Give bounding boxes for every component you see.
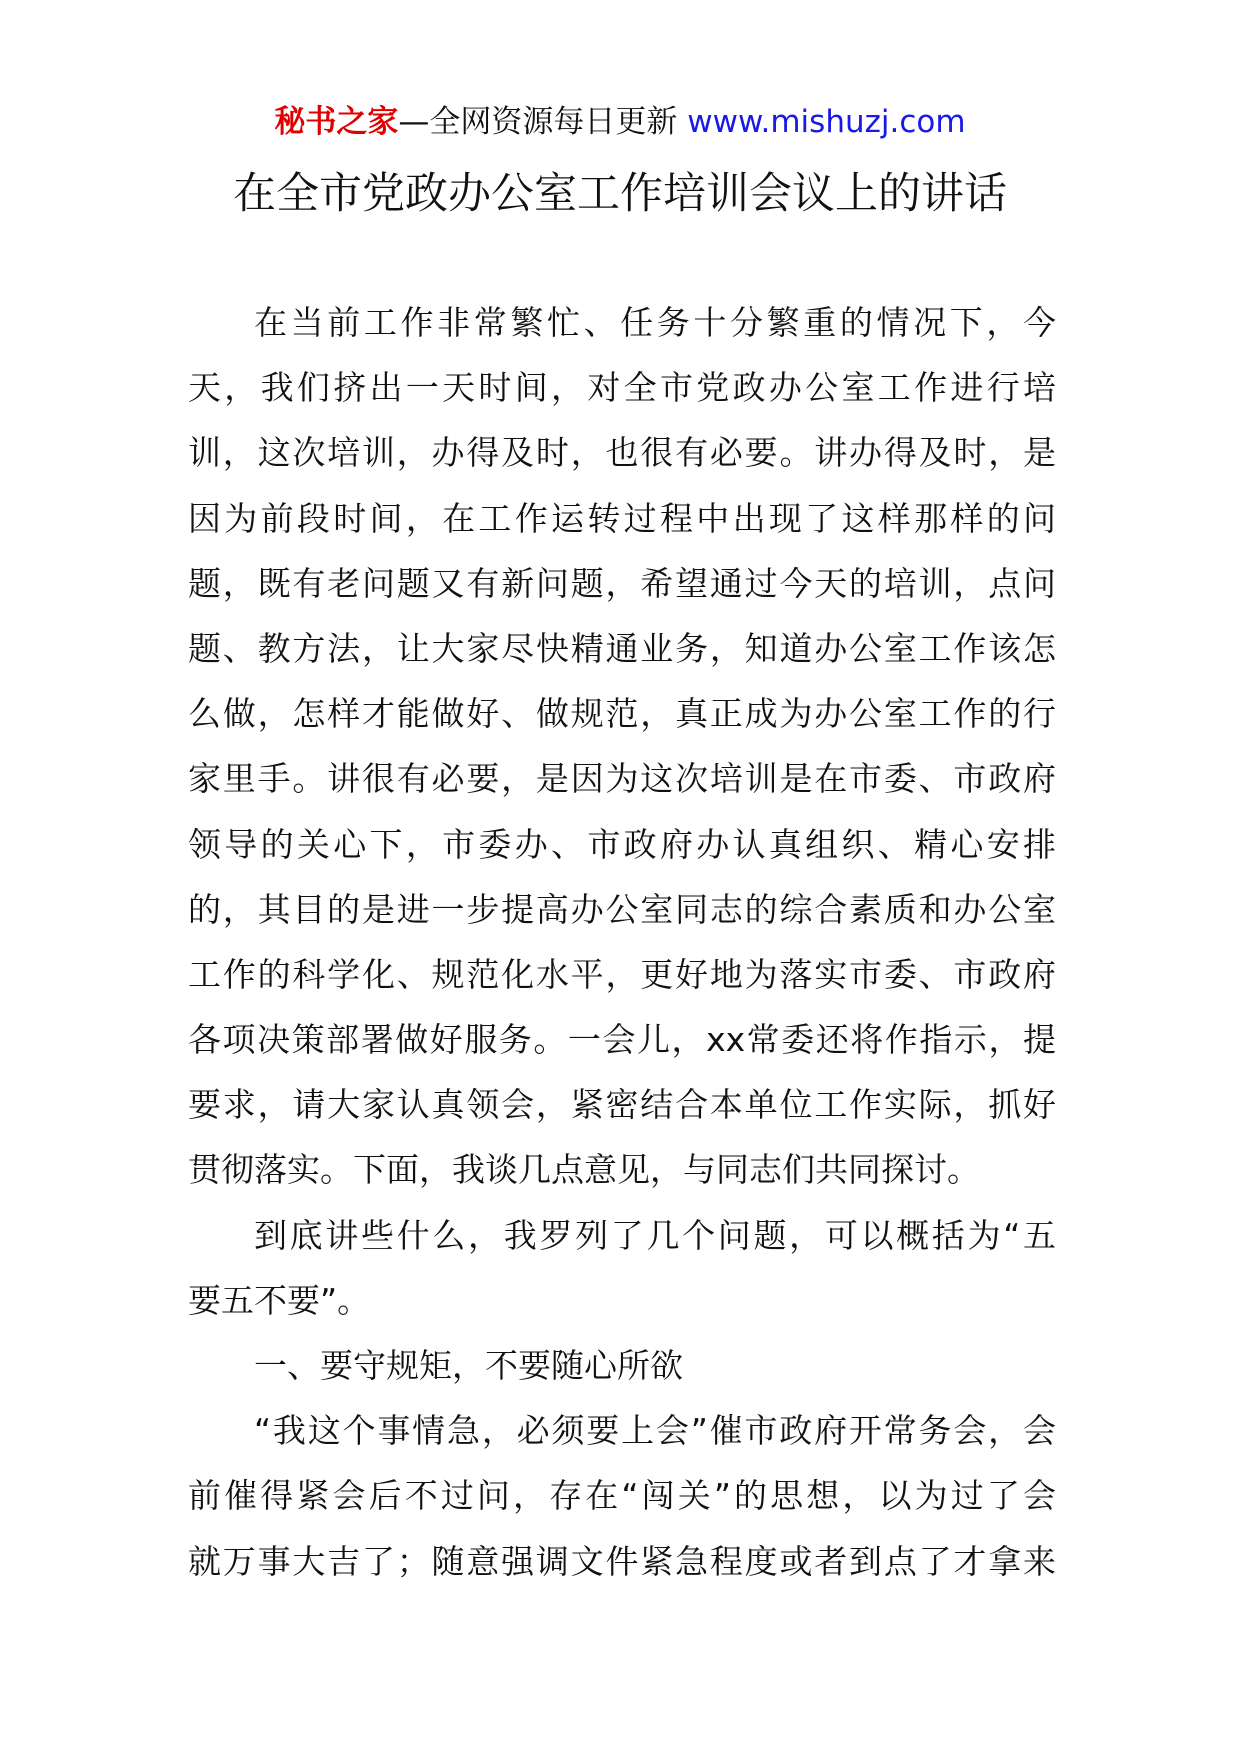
site-header <box>0 100 1240 144</box>
paragraph-line: 贯彻落实。下面，我谈几点意见，与同志们共同探讨。 <box>188 1150 980 1190</box>
paragraph-line: 因为前段时间，在工作运转过程中出现了这样那样的问 <box>188 498 1056 538</box>
site-url-link[interactable]: www.mishuzj.com <box>687 104 966 140</box>
header-tagline: —全网资源每日更新 <box>398 104 688 140</box>
paragraph-line: 的，其目的是进一步提高办公室同志的综合素质和办公室 <box>188 889 1056 929</box>
paragraph-line: 训，这次培训，办得及时，也很有必要。讲办得及时，是 <box>188 433 1056 473</box>
brand-name: 秘书之家 <box>274 104 399 140</box>
paragraph-line: 天，我们挤出一天时间，对全市党政办公室工作进行培 <box>188 368 1056 408</box>
section-heading: 一、要守规矩，不要随心所欲 <box>254 1346 683 1385</box>
paragraph-line: 在当前工作非常繁忙、任务十分繁重的情况下，今 <box>254 303 1056 342</box>
document-title: 在全市党政办公室工作培训会议上的讲话 <box>233 169 1007 219</box>
document-body <box>188 290 1056 1594</box>
paragraph-line: 就万事大吉了；随意强调文件紧急程度或者到点了才拿来 <box>188 1541 1056 1581</box>
paragraph-line: 么做，怎样才能做好、做规范，真正成为办公室工作的行 <box>188 694 1056 734</box>
paragraph-line: 到底讲些什么，我罗列了几个问题，可以概括为“五 <box>254 1215 1056 1255</box>
paragraph-line: 前催得紧会后不过问，存在“闯关”的思想，以为过了会 <box>188 1476 1056 1516</box>
paragraph-line: 要求，请大家认真领会，紧密结合本单位工作实际，抓好 <box>188 1085 1056 1125</box>
paragraph-line: 家里手。讲很有必要，是因为这次培训是在市委、市政府 <box>188 759 1056 799</box>
paragraph-line: “我这个事情急，必须要上会”催市政府开常务会，会 <box>254 1411 1056 1451</box>
paragraph-line: 各项决策部署做好服务。一会儿，xx常委还将作指示，提 <box>188 1020 1056 1060</box>
paragraph-line: 题，既有老问题又有新问题，希望通过今天的培训，点问 <box>188 563 1056 603</box>
paragraph-line: 题、教方法，让大家尽快精通业务，知道办公室工作该怎 <box>188 628 1056 668</box>
paragraph-line: 领导的关心下，市委办、市政府办认真组织、精心安排 <box>188 824 1056 864</box>
paragraph-line: 要五不要”。 <box>188 1280 371 1320</box>
paragraph-line: 工作的科学化、规范化水平，更好地为落实市委、市政府 <box>188 954 1056 994</box>
